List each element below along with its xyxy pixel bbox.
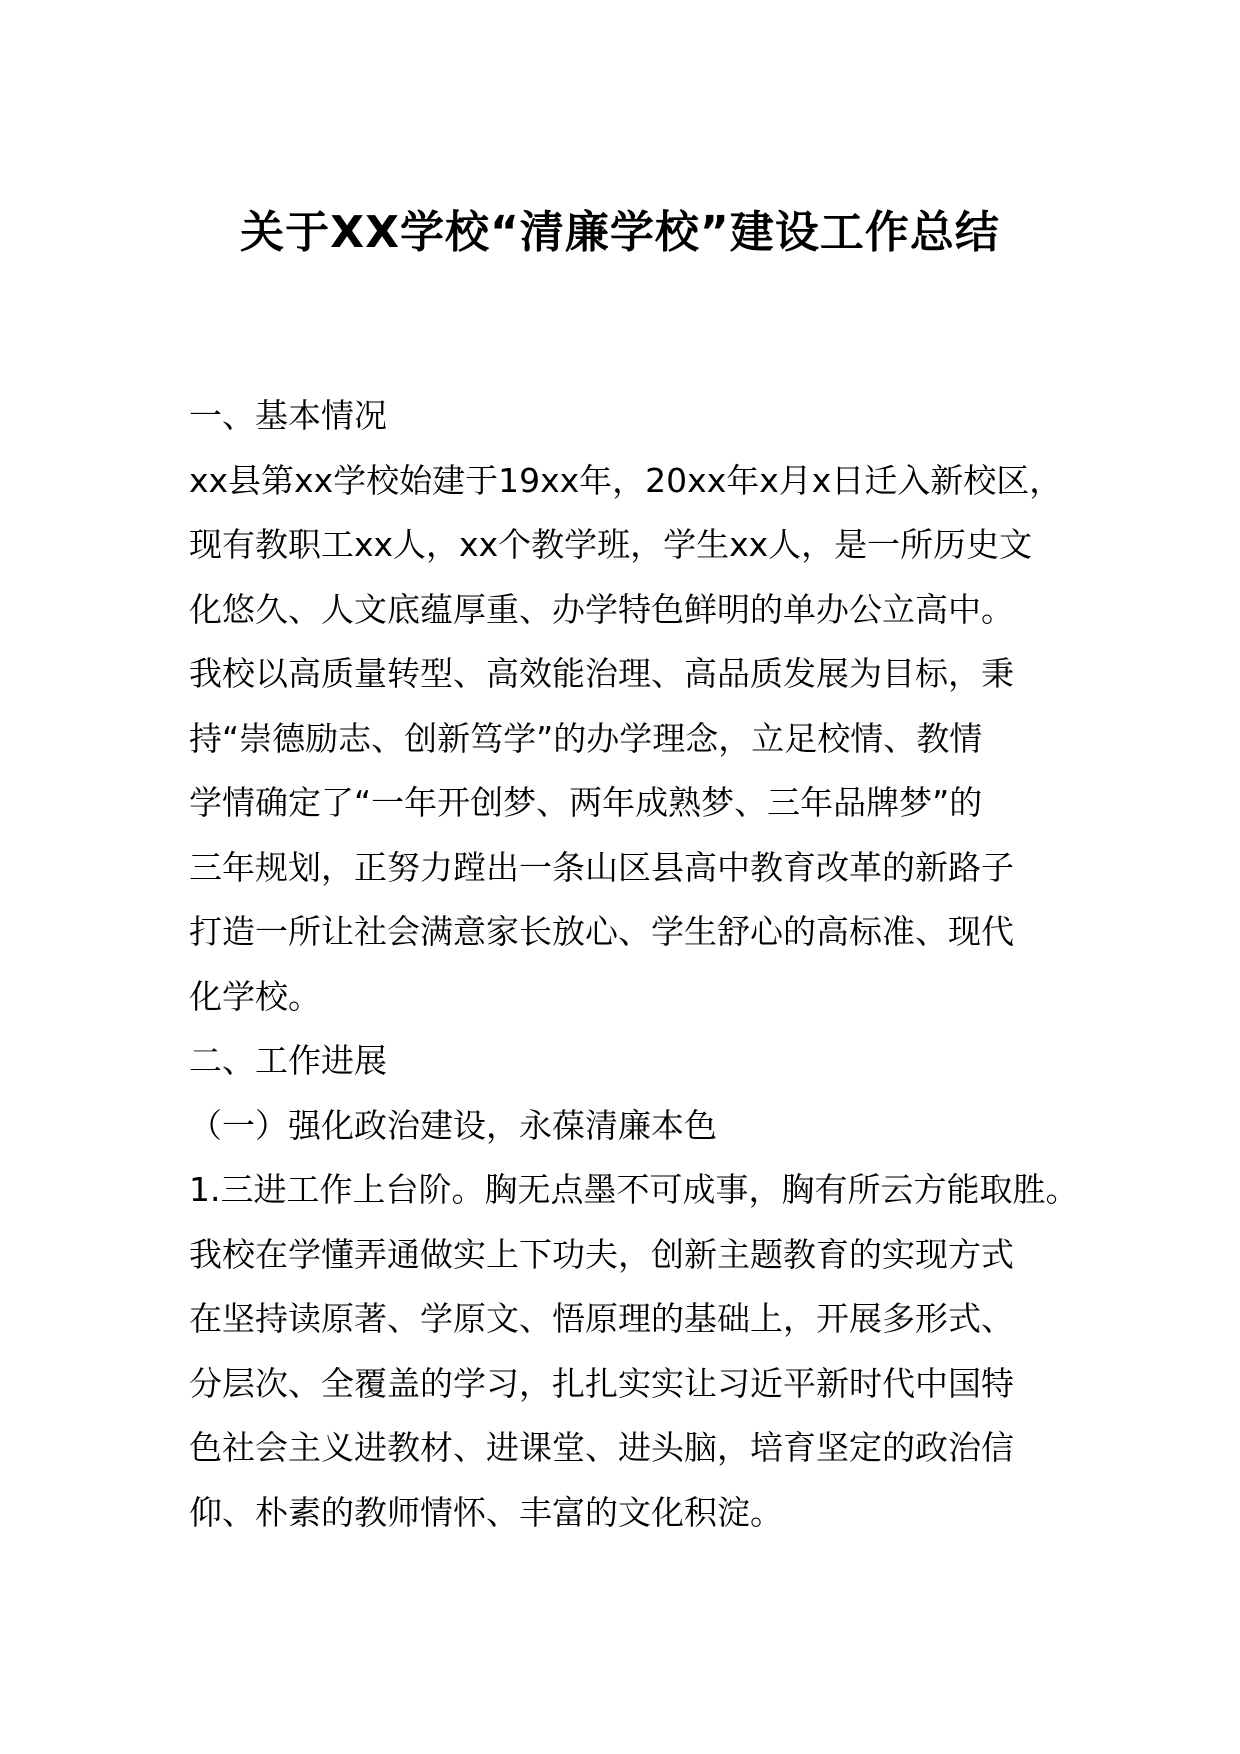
paragraph-line: 学情确定了“一年开创梦、两年成熟梦、三年品牌梦”的 [189,783,983,822]
document-title: 关于XX学校“清廉学校”建设工作总结 [240,207,1000,258]
subsection-heading: （一）强化政治建设，永葆清廉本色 [189,1105,717,1145]
paragraph-line: 三年规划，正努力蹚出一条山区县高中教育改革的新路子 [189,847,1014,887]
paragraph-line: 持“崇德励志、创新笃学”的办学理念，立足校情、教情 [189,718,983,758]
paragraph-line: 我校以高质量转型、高效能治理、高品质发展为目标，秉 [189,654,1014,693]
paragraph-line: 1.三进工作上台阶。胸无点墨不可成事，胸有所云方能取胜。 [189,1170,1079,1209]
paragraph-line: 化学校。 [189,976,321,1016]
document-body [189,384,1089,1545]
paragraph-line: 仰、朴素的教师情怀、丰富的文化积淀。 [189,1492,783,1532]
paragraph-line: 分层次、全覆盖的学习，扎扎实实让习近平新时代中国特 [189,1363,1014,1403]
paragraph-line: 现有教职工xx人，xx个教学班，学生xx人，是一所历史文 [189,525,1033,564]
paragraph-line: 我校在学懂弄通做实上下功夫，创新主题教育的实现方式 [189,1234,1014,1274]
paragraph-line: xx县第xx学校始建于19xx年，20xx年x月x日迁入新校区， [189,460,1063,500]
paragraph-line: 色社会主义进教材、进课堂、进头脑，培育坚定的政治信 [189,1428,1014,1467]
paragraph-line: 化悠久、人文底蕴厚重、办学特色鲜明的单办公立高中。 [189,589,1014,629]
section-heading-basic-info: 一、基本情况 [189,396,387,435]
paragraph-line: 打造一所让社会满意家长放心、学生舒心的高标准、现代 [189,912,1014,951]
section-heading-work-progress: 二、工作进展 [189,1041,387,1080]
paragraph-line: 在坚持读原著、学原文、悟原理的基础上，开展多形式、 [189,1299,1014,1338]
